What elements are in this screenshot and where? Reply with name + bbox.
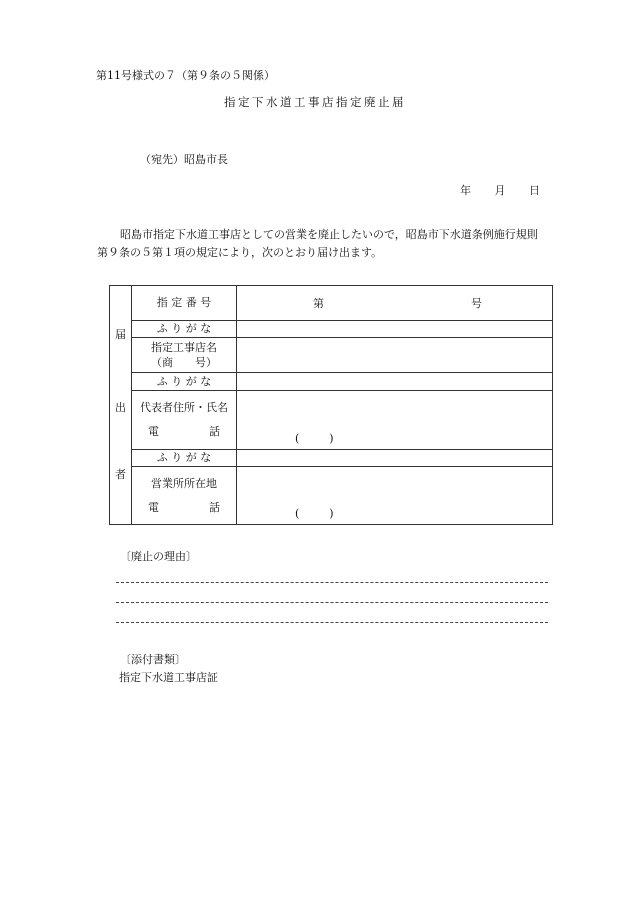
shop-name-label-main: 指定工事店名 <box>151 341 217 355</box>
office-paren-close: ) <box>329 507 334 520</box>
rep-address-name-field[interactable] <box>237 390 553 449</box>
date-month-label: 月 <box>494 184 506 197</box>
paren-open: ( <box>295 431 300 445</box>
rep-address-name-label <box>132 390 237 449</box>
rep-phone-label <box>132 424 236 439</box>
number-suffix: 号 <box>471 296 482 310</box>
reason-line-2[interactable] <box>116 602 548 603</box>
document-title: 指定下水道工事店指定廃止届 <box>224 95 406 109</box>
office-phone-char-2: 話 <box>209 501 220 514</box>
side-char-1: 届 <box>115 328 126 341</box>
shop-name-label-sub: （商 号） <box>151 356 217 370</box>
shop-name-field[interactable] <box>237 337 553 373</box>
body-line-1: 昭島市指定下水道工事店としての営業を廃止したいので，昭島市下水道条例施行規則 <box>120 228 538 241</box>
designation-number-label: 指 定 番 号 <box>132 286 237 321</box>
shop-furigana-label: ふ り が な <box>132 320 237 337</box>
notifier-side-label <box>110 286 132 525</box>
rep-furigana-label: ふ り が な <box>132 373 237 390</box>
number-prefix: 第 <box>313 296 324 310</box>
reason-line-1[interactable] <box>116 582 548 583</box>
date-line <box>460 182 540 198</box>
office-phone-label <box>132 500 236 515</box>
shop-furigana-field[interactable] <box>237 320 553 337</box>
side-char-3: 者 <box>115 468 126 481</box>
addressee: （宛先）昭島市長 <box>140 153 228 166</box>
date-year-label: 年 <box>460 184 471 197</box>
office-address-label <box>132 467 237 525</box>
phone-label-char-2: 話 <box>209 425 220 439</box>
office-furigana-label: ふ り が な <box>132 449 237 466</box>
attachment-item: 指定下水道工事店証 <box>119 671 218 684</box>
attachments-heading: 〔添付書類〕 <box>120 653 186 666</box>
office-paren-open: ( <box>295 507 300 520</box>
side-char-2: 出 <box>115 401 126 414</box>
office-furigana-field[interactable] <box>237 449 553 466</box>
date-day-label: 日 <box>529 184 540 197</box>
office-phone-field[interactable] <box>295 507 334 520</box>
office-phone-char-1: 電 <box>148 501 159 514</box>
body-line-2: 第９条の５第１項の規定により，次のとおり届け出ます。 <box>97 246 383 259</box>
office-label-main: 営業所所在地 <box>151 477 217 490</box>
body-paragraph <box>97 226 572 262</box>
form-reference: 第11号様式の７（第９条の５関係） <box>96 69 275 82</box>
rep-phone-field[interactable] <box>295 432 334 445</box>
rep-furigana-field[interactable] <box>237 373 553 390</box>
notifier-table <box>109 285 553 525</box>
rep-label-main: 代表者住所・氏名 <box>140 401 228 415</box>
office-address-field[interactable] <box>237 467 553 525</box>
shop-name-label <box>132 337 237 373</box>
reason-line-3[interactable] <box>116 622 548 623</box>
reason-heading: 〔廃止の理由〕 <box>120 550 197 563</box>
paren-close: ) <box>329 431 334 445</box>
phone-label-char-1: 電 <box>148 425 159 439</box>
designation-number-field[interactable] <box>237 286 553 321</box>
